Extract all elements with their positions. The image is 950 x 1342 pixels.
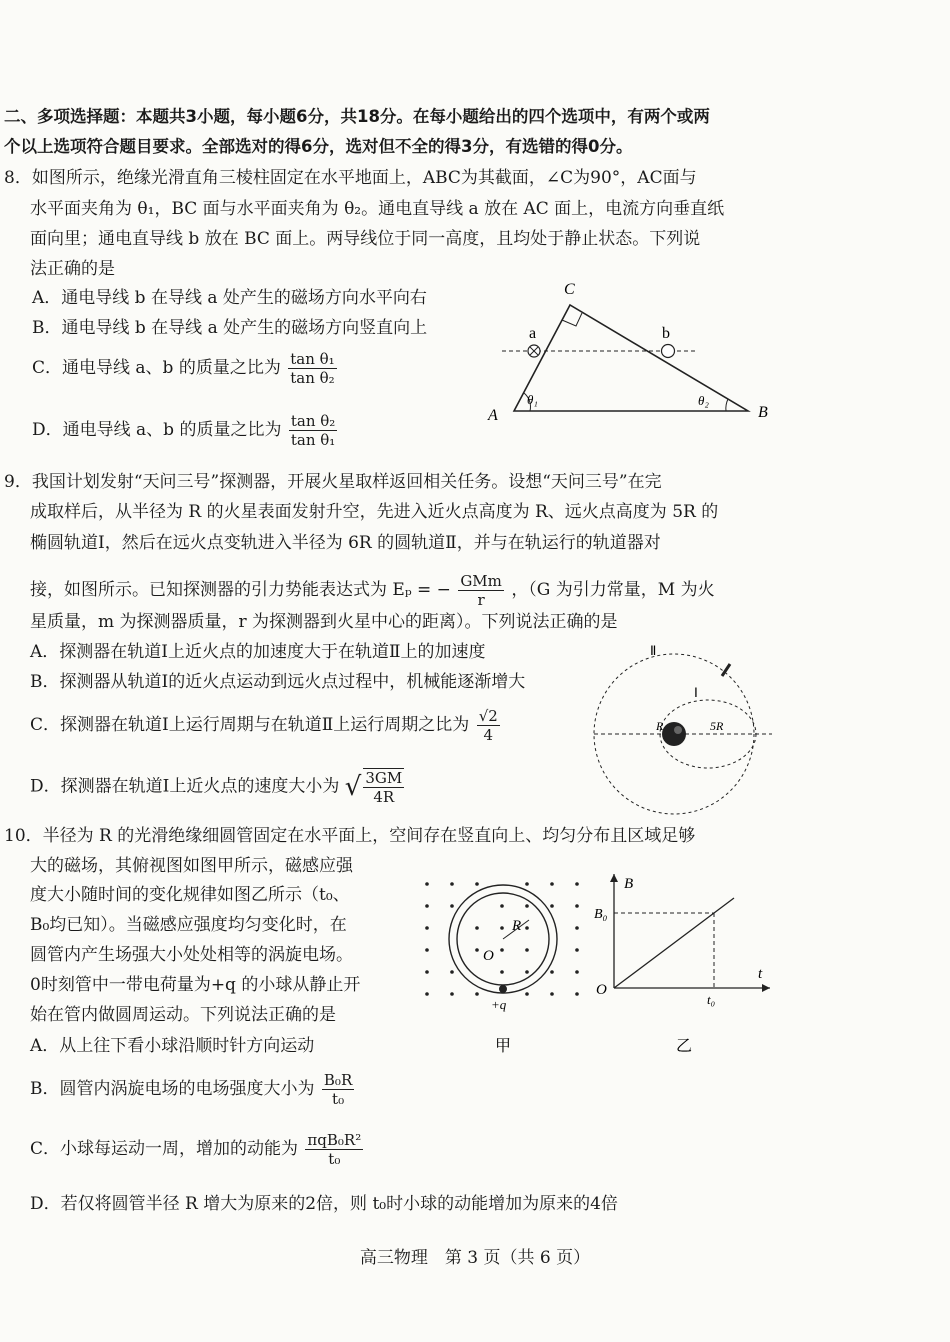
field-dot (525, 904, 529, 908)
field-dot (450, 882, 454, 886)
field-dot (500, 904, 504, 908)
orbiter-icon (722, 664, 730, 676)
q9-option-c-denominator: 4 (483, 726, 494, 744)
field-dot (475, 992, 479, 996)
label-theta1: θ₁ (527, 392, 538, 407)
label-a-vertex: A (488, 407, 498, 424)
q9-stem-line5: 星质量，m 为探测器质量，r 为探测器到火星中心的距离）。下列说法正确的是 (30, 612, 618, 632)
q10-option-c-text: C．小球每运动一周，增加的动能为 (30, 1139, 299, 1159)
triangle-abc (514, 305, 748, 411)
q9-stem-line4 (30, 572, 715, 609)
q8-option-d-fraction (289, 412, 337, 449)
field-dot (575, 882, 579, 886)
label-wire-a: a (529, 325, 537, 342)
label-wire-b: b (662, 325, 670, 342)
q10-figure-jia (415, 872, 595, 1057)
field-dot (525, 926, 529, 930)
q8-stem-line1: 8．如图所示，绝缘光滑直角三棱柱固定在水平地面上，ABC为其截面，∠C为90°，AC面与 (4, 168, 697, 188)
field-dot (425, 904, 429, 908)
q10-stem-line3: 度大小随时间的变化规律如图乙所示（t₀、 (30, 885, 350, 905)
field-dot (550, 970, 554, 974)
field-dot (575, 926, 579, 930)
label-t-axis: t (758, 966, 763, 982)
q9-stem-line3: 椭圆轨道Ⅰ，然后在远火点变轨进入半径为 6R 的圆轨道Ⅱ，并与在轨运行的轨道器对 (30, 533, 661, 553)
q10-option-b-denominator: t₀ (332, 1090, 345, 1108)
q9-option-d-sqrt (345, 768, 406, 806)
field-dot (450, 904, 454, 908)
q9-option-d-fraction (363, 768, 404, 806)
section-title-line1: 二、多项选择题：本题共3小题，每小题6分，共18分。在每小题给出的四个选项中，有两个或两 (4, 107, 710, 126)
mars-surface-detail (674, 726, 682, 734)
q10-stem-line5: 圆管内产生场强大小处处相等的涡旋电场。 (30, 945, 353, 965)
q8-option-c-fraction (288, 350, 336, 387)
label-orbit-ii: Ⅱ (650, 643, 657, 658)
q10-option-b-text: B．圆管内涡旋电场的电场强度大小为 (30, 1079, 315, 1099)
mars-icon (662, 722, 686, 746)
q8-option-a: A．通电导线 b 在导线 a 处产生的磁场方向水平向右 (32, 288, 427, 308)
q9-stem-line4-text-a: 接，如图所示。已知探测器的引力势能表达式为 Eₚ = − (30, 580, 451, 600)
q10-option-b-numerator: B₀R (323, 1071, 353, 1089)
label-b0: B₀ (594, 907, 608, 922)
q10-stem-line6: 0时刻管中一带电荷量为+q 的小球从静止开 (30, 975, 361, 995)
q10-option-a: A．从上往下看小球沿顺时针方向运动 (30, 1036, 315, 1056)
field-dot (500, 948, 504, 952)
q9-orbit-figure (588, 640, 778, 815)
field-dots (425, 882, 579, 996)
q9-option-d (30, 768, 406, 806)
q10-stem-line4: B₀均已知）。当磁感应强度均匀变化时，在 (30, 915, 347, 935)
field-dot (425, 970, 429, 974)
section-title-line2: 个以上选项符合题目要求。全部选对的得6分，选对但不全的得3分，有选错的得0分。 (4, 137, 633, 156)
caption-jia: 甲 (495, 1036, 512, 1055)
q8-option-d-numerator: tan θ₂ (290, 412, 336, 430)
q10-option-c-fraction (305, 1131, 363, 1168)
q8-option-b: B．通电导线 b 在导线 a 处产生的磁场方向竖直向上 (32, 318, 428, 338)
field-dot (550, 992, 554, 996)
label-c: C (564, 281, 575, 298)
q9-option-c-fraction (477, 707, 500, 744)
q8-stem-line4: 法正确的是 (30, 259, 115, 279)
field-dot (575, 970, 579, 974)
field-dot (425, 992, 429, 996)
sqrt-symbol: √ (344, 772, 362, 802)
q9-potential-fraction (458, 572, 504, 609)
label-center-o: O (483, 948, 494, 964)
q9-stem-line1: 9．我国计划发射“天问三号”探测器，开展火星取样返回相关任务。设想“天问三号”在完 (4, 472, 662, 492)
field-dot (575, 992, 579, 996)
q9-option-d-numerator: 3GM (365, 769, 403, 787)
field-dot (450, 970, 454, 974)
q8-stem-line3: 面向里；通电直导线 b 放在 BC 面上。两导线位于同一高度，且均处于静止状态。下列说 (30, 229, 701, 249)
q9-stem-line4-text-b: ，（G 为引力常量，M 为火 (511, 580, 715, 600)
angle-theta2-arc (726, 399, 728, 411)
q9-option-c (30, 707, 502, 744)
label-orbit-i: Ⅰ (694, 685, 698, 700)
q10-stem-line1: 10．半径为 R 的光滑绝缘细圆管固定在水平面上，空间存在竖直向上、均匀分布且区域足够 (4, 826, 696, 846)
q9-option-c-text: C．探测器在轨道Ⅰ上运行周期与在轨道Ⅱ上运行周期之比为 (30, 715, 470, 735)
q10-option-c-numerator: πqB₀R² (307, 1131, 362, 1149)
label-charge: +q (491, 997, 507, 1012)
label-theta2: θ₂ (698, 393, 709, 408)
q9-stem-line2: 成取样后，从半径为 R 的火星表面发射升空，先进入近火点高度为 R、远火点高度为 5R 的 (30, 502, 719, 522)
label-b-vertex: B (758, 404, 768, 421)
label-origin: O (596, 982, 607, 998)
wire-b-icon (662, 345, 675, 358)
q8-option-c-numerator: tan θ₁ (290, 350, 335, 368)
q8-option-c-denominator: tan θ₂ (290, 369, 335, 387)
page-footer: 高三物理 第 3 页（共 6 页） (359, 1248, 591, 1268)
q9-potential-numerator: GMm (460, 572, 502, 590)
b-axis-arrow-icon (610, 874, 618, 882)
field-dot (475, 882, 479, 886)
q10-option-d: D．若仅将圆管半径 R 增大为原来的2倍，则 t₀时小球的动能增加为原来的4倍 (30, 1194, 618, 1214)
q9-potential-denominator: r (477, 591, 485, 609)
label-r: R (656, 719, 664, 733)
label-5r: 5R (710, 719, 724, 733)
q10-option-b-fraction (322, 1071, 354, 1108)
field-dot (525, 948, 529, 952)
field-dot (500, 970, 504, 974)
field-dot (575, 948, 579, 952)
t-axis-arrow-icon (762, 984, 770, 992)
field-dot (425, 926, 429, 930)
q10-option-b (30, 1071, 356, 1108)
caption-yi: 乙 (676, 1036, 693, 1055)
field-dot (550, 904, 554, 908)
field-dot (475, 926, 479, 930)
q10-figure-yi (590, 868, 780, 1058)
field-dot (425, 882, 429, 886)
q8-option-c-text: C．通电导线 a、b 的质量之比为 (32, 358, 281, 378)
field-dot (525, 970, 529, 974)
field-dot (425, 948, 429, 952)
label-t0: t₀ (707, 992, 716, 1007)
charged-ball-icon (499, 985, 507, 993)
field-dot (450, 992, 454, 996)
q9-option-b: B．探测器从轨道Ⅰ的近火点运动到远火点过程中，机械能逐渐增大 (30, 672, 526, 692)
field-dot (525, 882, 529, 886)
label-radius: R (512, 918, 522, 934)
q10-option-c (30, 1131, 365, 1168)
q9-option-c-numerator: √2 (478, 707, 498, 725)
q8-triangle-figure (480, 275, 780, 425)
b-t-line (614, 898, 734, 988)
q9-option-a: A．探测器在轨道Ⅰ上近火点的加速度大于在轨道Ⅱ上的加速度 (30, 642, 486, 662)
field-dot (575, 904, 579, 908)
q10-stem-line7: 始在管内做圆周运动。下列说法正确的是 (30, 1005, 336, 1025)
field-dot (475, 948, 479, 952)
q9-option-d-text: D．探测器在轨道Ⅰ上近火点的速度大小为 (30, 776, 340, 797)
q10-stem-line2: 大的磁场，其俯视图如图甲所示，磁感应强 (30, 856, 353, 876)
field-dot (550, 882, 554, 886)
q8-option-c (32, 350, 339, 387)
field-dot (525, 992, 529, 996)
q8-option-d (32, 412, 339, 449)
q9-option-d-denominator: 4R (373, 788, 395, 806)
field-dot (500, 926, 504, 930)
label-b-axis: B (624, 876, 634, 892)
q8-stem-line2: 水平面夹角为 θ₁，BC 面与水平面夹角为 θ₂。通电直导线 a 放在 AC 面上，电流方向垂直纸 (30, 199, 725, 219)
q8-option-d-denominator: tan θ₁ (290, 431, 336, 449)
q10-option-c-denominator: t₀ (328, 1150, 341, 1168)
q8-option-d-text: D．通电导线 a、b 的质量之比为 (32, 420, 282, 440)
